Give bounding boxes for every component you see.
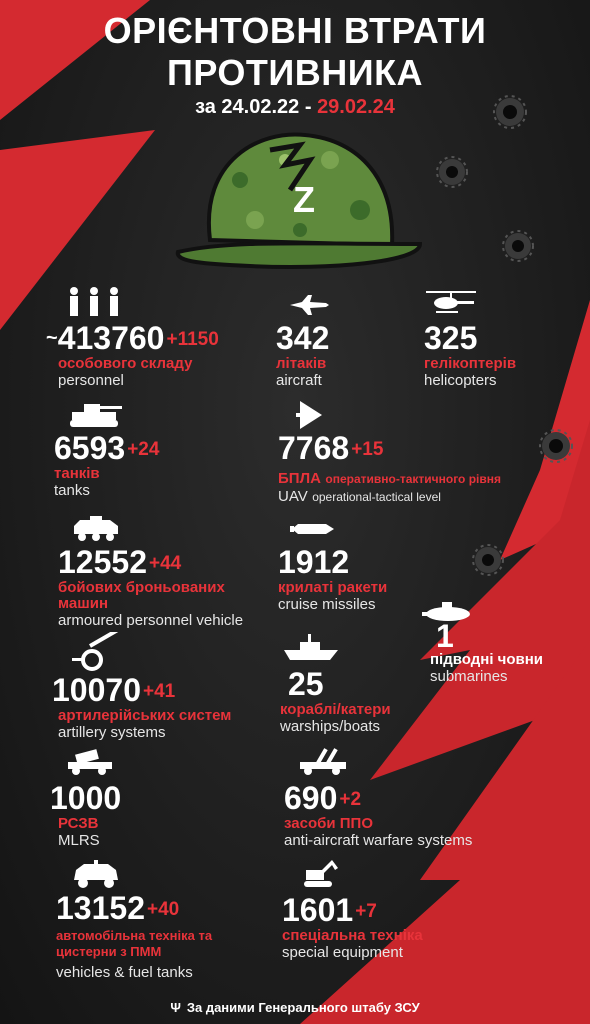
personnel-value [46,322,219,354]
soldiers-icon [64,286,128,318]
uav-label-en-detail: operational-tactical level [312,490,441,504]
uav-label-ua: БПЛА [278,470,321,487]
warships-number: 25 [288,666,324,702]
date-range [0,96,590,119]
personnel-label-en: personnel [58,372,124,389]
svg-text:Z: Z [293,179,315,220]
stat-vehicles [56,892,256,982]
aircraft-label-en: aircraft [276,372,322,389]
warships-label-ua: кораблі/катери [280,701,391,718]
stat-anti-aircraft [284,782,472,850]
bullet-hole-icon [437,157,467,187]
stat-cruise-missiles [278,546,387,614]
aircraft-number: 342 [276,320,330,356]
tanks-label-ua: танків [54,465,100,482]
submarines-number: 1 [436,618,454,654]
stat-apv [58,546,268,630]
vehicles-number: 13152 [56,890,145,926]
warship-icon [282,632,340,662]
mlrs-icon [66,748,114,776]
tanks-label-en: tanks [54,482,90,499]
artillery-number: 10070 [52,672,141,708]
mlrs-label-en: MLRS [58,832,100,849]
vehicles-delta: +40 [146,899,180,920]
artillery-delta: +41 [142,681,176,702]
aa-label-ua: засоби ППО [284,815,373,832]
page-title-line2: ПРОТИВНИКА [166,52,424,93]
date-range-start: за 24.02.22 - [195,96,312,118]
stat-aircraft [276,322,329,390]
special-delta: +7 [355,901,377,922]
mlrs-label-ua: РСЗВ [58,815,99,832]
apv-label-ua: бойових броньованих машин [58,579,225,612]
drone-icon [296,400,324,430]
bullet-hole-icon [473,545,503,575]
stat-mlrs [50,782,121,850]
tank-icon [66,402,124,428]
cruise-label-ua: крилаті ракети [278,579,388,596]
stat-special-equipment [282,894,423,962]
aa-delta: +2 [339,789,362,810]
artillery-label-en: artillery systems [58,724,166,741]
aa-label-en: anti-aircraft warfare systems [284,832,473,849]
artillery-icon [72,632,124,672]
stat-uav [278,432,501,506]
anti-aircraft-icon [298,746,350,776]
approx-sign: ~ [46,327,58,349]
military-vehicle-icon [70,860,122,890]
artillery-label-ua: артилерійських систем [58,707,232,724]
cruise-number: 1912 [278,544,350,580]
submarines-label-ua: підводні човни [430,651,544,668]
vehicles-label-ua: автомобільна техніка та цистерни з ПММ [56,928,213,959]
helmet-icon [178,134,420,267]
helicopter-icon [424,288,478,318]
submarines-label-en: submarines [430,668,508,685]
tanks-delta: +24 [127,439,160,460]
footer-source [0,1000,590,1015]
apc-icon [70,516,122,542]
mlrs-number: 1000 [50,780,122,816]
uav-delta: +15 [351,439,384,460]
page-title-line1: ОРІЄНТОВНІ ВТРАТИ [103,10,487,51]
excavator-icon [302,858,342,890]
special-label-ua: спеціальна техніка [282,927,423,944]
helicopters-number: 325 [424,320,478,356]
special-number: 1601 [282,892,354,928]
date-range-end: 29.02.24 [317,96,395,118]
uav-label-en: UAV [278,488,308,505]
warships-label-en: warships/boats [280,718,381,735]
helicopters-label-ua: гелікоптерів [424,355,517,372]
footer-text: За даними Генерального штабу ЗСУ [186,1000,420,1015]
stat-artillery [52,674,231,742]
apv-label-en: armoured personnel vehicle [58,612,244,629]
stat-helicopters [424,322,516,390]
personnel-number: 413760 [57,320,165,356]
apv-delta: +44 [148,553,182,574]
aa-number: 690 [284,780,338,816]
stat-warships [280,668,391,736]
tanks-number: 6593 [54,430,126,466]
personnel-label-ua: особового складу [58,355,193,372]
stat-tanks [54,432,159,500]
aircraft-label-ua: літаків [276,355,327,372]
uav-number: 7768 [278,430,350,466]
vehicles-label-en: vehicles & fuel tanks [56,964,193,981]
helicopters-label-en: helicopters [424,372,497,389]
jet-icon [288,294,330,316]
apv-number: 12552 [58,544,147,580]
cruise-label-en: cruise missiles [278,596,376,613]
bullet-hole-icon [503,231,533,261]
personnel-delta: +1150 [166,329,219,350]
uav-label-ua-detail: оперативно-тактичного рівня [325,472,501,486]
stat-submarines [430,620,543,686]
special-label-en: special equipment [282,944,403,961]
trident-icon: Ψ [170,1000,181,1015]
stat-personnel [46,322,219,390]
cruise-missile-icon [290,520,336,538]
